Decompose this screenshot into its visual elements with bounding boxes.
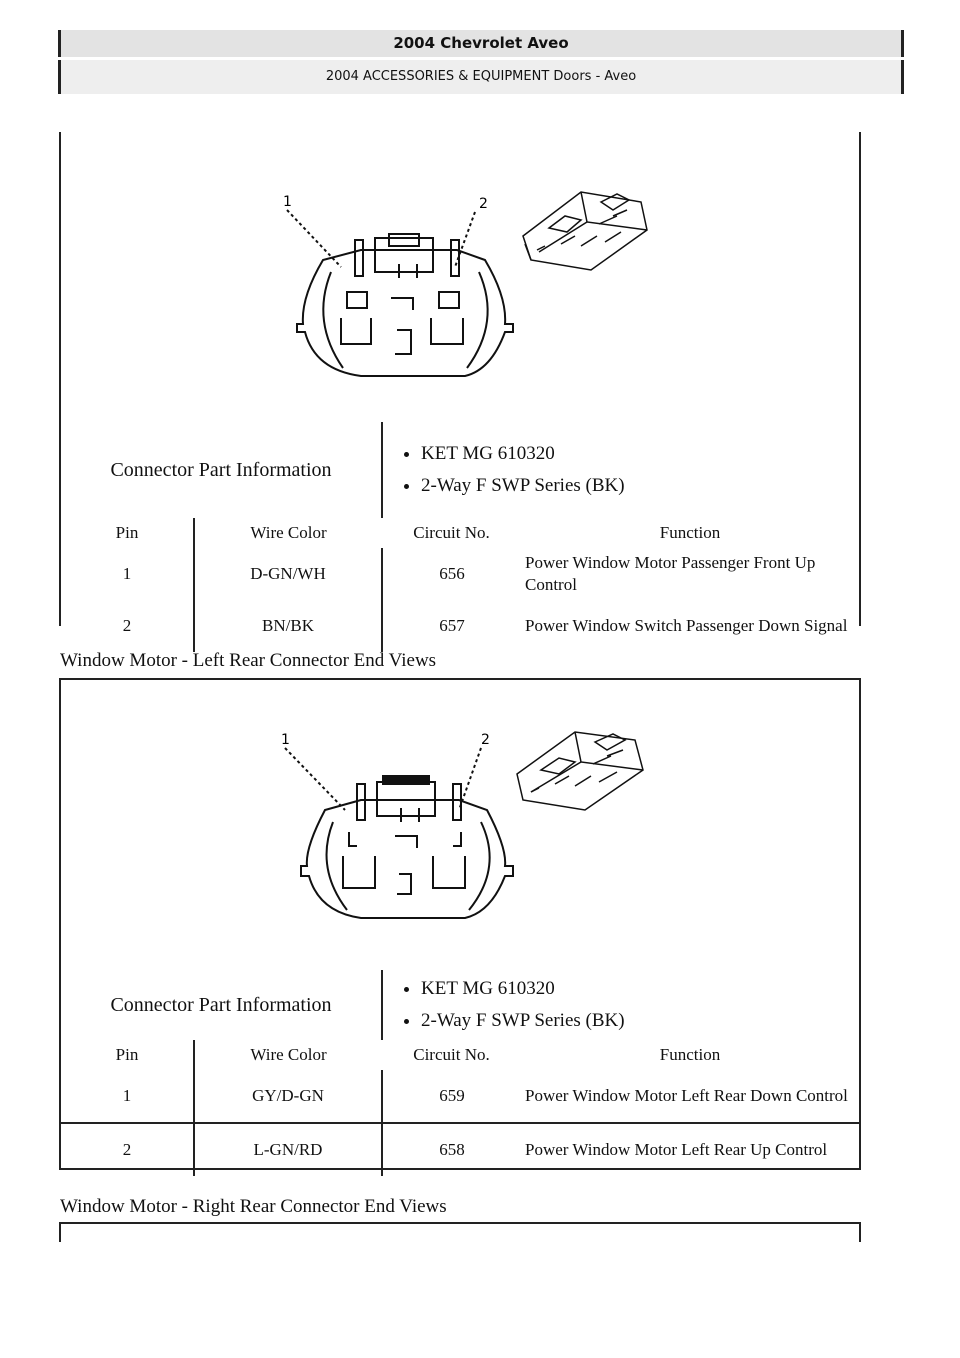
cell-circuit: 659	[382, 1070, 521, 1123]
column-header-pin: Pin	[115, 523, 139, 542]
part-info-item: • 2-Way F SWP Series (BK)	[421, 1005, 855, 1037]
table-row	[61, 1123, 859, 1176]
cell-function: Power Window Motor Left Rear Down Control	[525, 1086, 848, 1105]
connector-part-info-list	[382, 422, 859, 518]
cell-pin: 1	[122, 1086, 132, 1105]
cell-circuit: 658	[382, 1123, 521, 1176]
section-title-right-rear: Window Motor - Right Rear Connector End Views	[60, 1196, 447, 1217]
connector-left-rear-box	[59, 678, 861, 1170]
document-title: 2004 Chevrolet Aveo	[58, 30, 904, 57]
connector-passenger-front-box	[59, 132, 861, 635]
column-header-circuit: Circuit No.	[413, 1045, 490, 1064]
pin-label-2: 2	[479, 196, 488, 212]
cell-circuit: 656	[382, 548, 521, 600]
column-header-function: Function	[659, 523, 721, 542]
table-row	[61, 600, 859, 652]
column-header-wire-color: Wire Color	[194, 518, 382, 548]
cell-function: Power Window Motor Passenger Front Up Control	[525, 553, 816, 594]
cell-circuit: 657	[382, 600, 521, 652]
cell-pin: 2	[122, 616, 132, 635]
column-header-pin: Pin	[115, 1045, 139, 1064]
connector-part-info-label: Connector Part Information	[61, 422, 382, 518]
table-row	[61, 1070, 859, 1123]
connector-info-table	[61, 970, 859, 1176]
part-info-item: • KET MG 610320	[421, 973, 855, 1005]
cell-pin: 2	[61, 1123, 194, 1176]
pin-label-1: 1	[281, 732, 290, 748]
connector-part-info-list	[382, 970, 859, 1040]
column-header-wire-color: Wire Color	[194, 1040, 382, 1070]
pin-label-1: 1	[283, 194, 292, 210]
connector-end-view-figure	[61, 132, 859, 422]
connector-end-view-figure	[61, 680, 859, 970]
document-subtitle: 2004 ACCESSORIES & EQUIPMENT Doors - Aveo	[58, 60, 904, 94]
section-title-left-rear: Window Motor - Left Rear Connector End Views	[60, 650, 437, 671]
cell-pin: 1	[122, 564, 132, 583]
cell-wire-color: BN/BK	[194, 600, 382, 652]
cell-function: Power Window Motor Left Rear Up Control	[521, 1123, 859, 1176]
part-info-item: • KET MG 610320	[421, 438, 855, 470]
connector-right-rear-box	[59, 1222, 861, 1242]
column-header-circuit: Circuit No.	[413, 523, 490, 542]
pin-label-2: 2	[481, 732, 490, 748]
table-row	[61, 548, 859, 600]
cell-wire-color: L-GN/RD	[194, 1123, 382, 1176]
column-header-function: Function	[659, 1045, 721, 1064]
cell-function: Power Window Switch Passenger Down Signal	[525, 616, 848, 635]
connector-isometric-drawing	[517, 732, 643, 810]
connector-info-table	[61, 422, 859, 652]
part-info-item: • 2-Way F SWP Series (BK)	[421, 470, 855, 502]
connector-isometric-drawing	[523, 192, 647, 270]
connector-part-info-label: Connector Part Information	[61, 970, 382, 1040]
cell-wire-color: GY/D-GN	[194, 1070, 382, 1123]
cell-wire-color: D-GN/WH	[194, 548, 382, 600]
